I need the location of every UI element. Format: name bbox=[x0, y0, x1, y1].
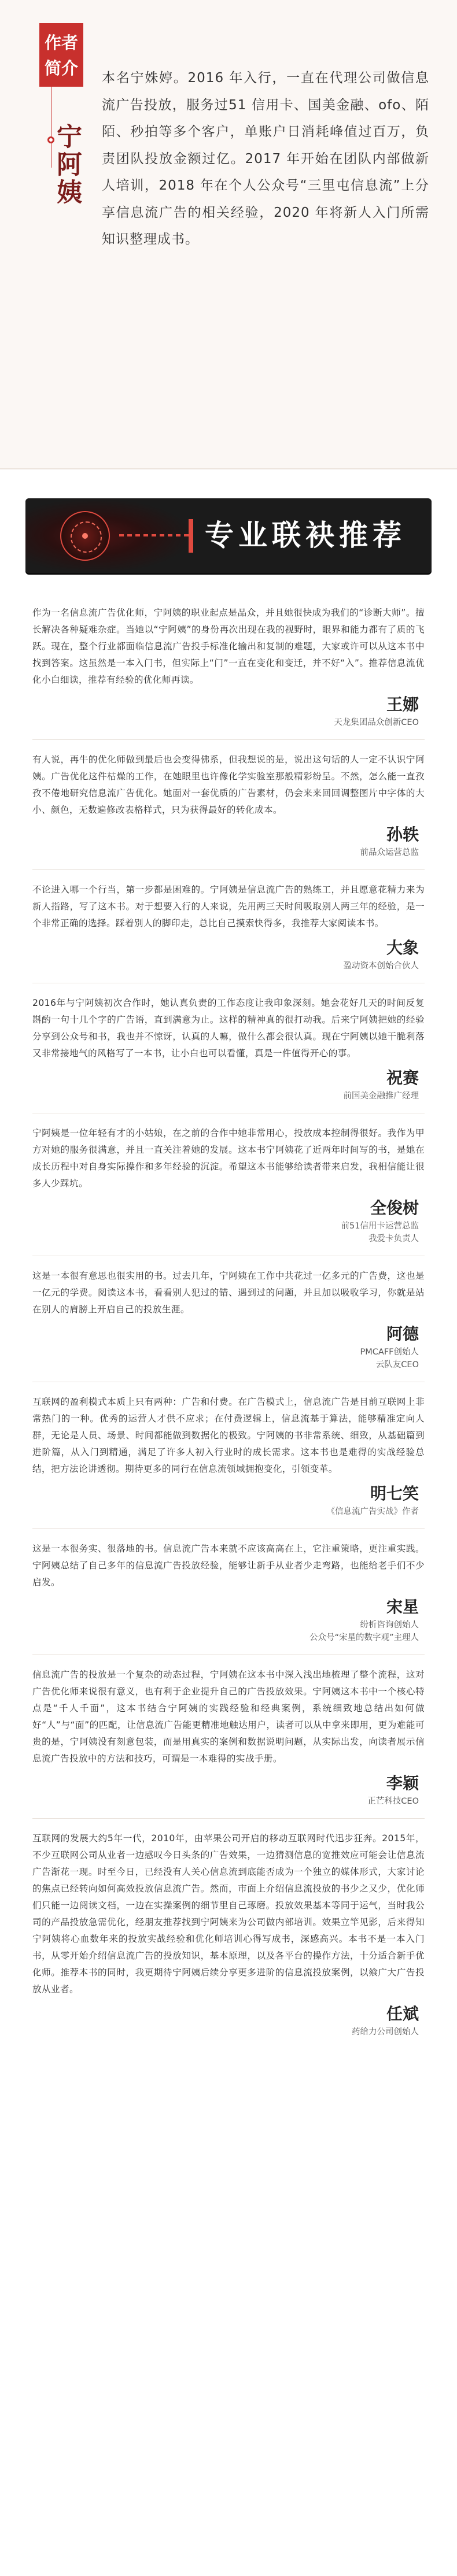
testimonial-item bbox=[32, 605, 425, 740]
testimonial-author-role: 《信息流广告实战》作者 bbox=[326, 1507, 419, 1516]
testimonial-signature bbox=[32, 937, 425, 972]
banner-dotted-line bbox=[119, 534, 189, 536]
testimonial-text: 不论进入哪一个行当，第一步都是困难的。宁阿姨是信息流广告的熟练工，并且愿意花精力来为新人指路，写了这本书。对于想要入行的人来说，先用两三天时间吸取别人两三年的经验，是一个非常正确的选择。踩着别人的脚印走，总比自己摸索快得多，我推荐大家阅读本书。 bbox=[32, 884, 425, 928]
testimonial-signature bbox=[32, 2003, 425, 2038]
testimonial-item bbox=[32, 752, 425, 870]
testimonial-author-name: 李颖 bbox=[386, 1774, 419, 1793]
testimonial-text: 有人说，再牛的优化师做到最后也会变得佛系，但我想说的是，说出这句话的人一定不认识宁阿姨。广告优化这件枯燥的工作，在她眼里也许像化学实验室那般精彩纷呈。不然，怎么能一直孜孜不倦地研究信息流广告优化。她面对一套优质的广告素材，仍会来来回回调整图片中字体的大小、颜色，无数遍修改表格样式，只为获得最好的转化成本。 bbox=[32, 754, 425, 815]
testimonial-text: 互联网的盈利模式本质上只有两种：广告和付费。在广告模式上，信息流广告是目前互联网上非常热门的一种。优秀的运营人才供不应求；在付费逻辑上，信息流基于算法，能够精准定向人群，无论是人员、场景、时间都能做到数据化的极致。宁阿姨的书非常系统、细致，从基础篇到进阶篇，从入门到精通，满足了许多人初入行业时的成长需求。这本书也是难得的实战经验总结，把方法论讲透彻。期待更多的同行在信息流领域拥抱变化，引领变革。 bbox=[32, 1397, 425, 1474]
testimonial-author-role: 药给力公司创始人 bbox=[352, 2027, 419, 2037]
recommendation-banner bbox=[0, 496, 457, 594]
testimonial-text: 作为一名信息流广告优化师，宁阿姨的职业起点是品众，并且她很快成为我们的“诊断大师”。擅长解决各种疑难杂症。当她以“宁阿姨”的身份再次出现在我的视野时，眼界和能力都有了质的飞跃。现在，整个行业都面临信息流广告投手标准化输出和复制的难题，大家或许可以从这本书中找到答案。这虽然是一本入门书，但实际上“门”一直在变化和变迁，并不好“入”。推荐信息流优化小白细读，推荐有经验的优化师再读。 bbox=[32, 608, 425, 685]
testimonial-author-role: PMCAFF创始人 云队友CEO bbox=[360, 1348, 419, 1370]
testimonial-item bbox=[32, 1830, 425, 2038]
banner-accent-bar bbox=[189, 519, 193, 553]
testimonial-signature bbox=[32, 1067, 425, 1102]
testimonial-signature bbox=[32, 1482, 425, 1518]
author-card bbox=[0, 0, 457, 469]
testimonial-text: 信息流广告的投放是一个复杂的动态过程，宁阿姨在这本书中深入浅出地梳理了整个流程，这对广告优化师来说很有意义，也有利于企业提升自己的广告投放效果。宁阿姨这本书中一个核心特点是“千人千面”，这本书结合宁阿姨的实践经验和经典案例，系统细致地总结出如何做好“人”与“面”的匹配，让信息流广告能更精准地触达用户，读者可以从中拿来即用，更为难能可贵的是，宁阿姨没有刻意包装，而是用真实的案例和数据说明问题，从实际出发，向读者展示信息流广告投放中的方法和技巧，可谓是一本难得的实战手册。 bbox=[32, 1670, 425, 1764]
testimonials-list bbox=[0, 594, 457, 2073]
testimonial-text: 宁阿姨是一位年轻有才的小姑娘，在之前的合作中她非常用心，投放成本控制得很好。我作为甲方对她的服务很满意，并且一直关注着她的发展。这本书宁阿姨花了近两年时间写的书，是她在成长历程中对自身实际操作和多年经验的沉淀。希望这本书能够给读者带来启发，我相信能让很多人少踩坑。 bbox=[32, 1128, 425, 1189]
testimonial-text: 互联网的发展大约5年一代，2010年，由苹果公司开启的移动互联网时代迅步狂奔。2015年，不少互联网公司从业者一边感叹今日头条的广告效果，一边猜测信息的宽推效应可能会让信息流广告渐花一现。时至今日，已经没有人关心信息流到底能否成为一个独立的媒体形式，大家讨论的焦点已经转向如何高效投放信息流广告。然而，市面上介绍信息流投放的书少之又少，优化师们只能一边阅读文档，一边在实操案例的细节里自己琢磨。投放效果基本等同于运气，当时我公司的产品投放急需优化，经朋友推荐找到宁阿姨来为公司做内部培训。效果立竿见影，后来得知宁阿姨将心血数年来的投放实战经验和优化师培训心得写成书，深感高兴。本书不是一本入门书，从零开始介绍信息流广告的投放知识，基本原理，以及各平台的操作方法，十分适合新手优化师。推荐本书的同时，我更期待宁阿姨后续分享更多进阶的信息流投放案例，以飨广大广告投放从业者。 bbox=[32, 1833, 425, 1994]
testimonial-author-role: 天龙集团品众创新CEO bbox=[334, 718, 419, 727]
testimonial-item bbox=[32, 1268, 425, 1382]
testimonial-author-name: 明七笑 bbox=[370, 1484, 419, 1503]
testimonial-signature bbox=[32, 1596, 425, 1644]
author-badge bbox=[39, 23, 83, 87]
testimonial-item bbox=[32, 995, 425, 1113]
testimonial-signature bbox=[32, 1772, 425, 1808]
testimonial-signature bbox=[32, 1197, 425, 1245]
banner-title: 专业联袂推荐 bbox=[205, 519, 406, 552]
testimonial-item bbox=[32, 1125, 425, 1256]
testimonial-divider bbox=[32, 1528, 425, 1529]
testimonial-author-name: 孙轶 bbox=[386, 825, 419, 844]
author-bio: 本名宁姝婷。2016 年入行，一直在代理公司做信息流广告投放，服务过51 信用卡、国美金融、ofo、陌陌、秒拍等多个客户，单账户日消耗峰值过百万，负责团队投放金额过亿。2017 年开始在团队内部做新人培训，2018 年在个人公众号“三里屯信息流”上分享信息流广告的相关经验，2020 年将新人入门所需知识整理成书。 bbox=[102, 71, 429, 247]
testimonial-author-role: 前品众运营总监 bbox=[360, 848, 419, 857]
testimonial-signature bbox=[32, 823, 425, 859]
testimonial-item bbox=[32, 1667, 425, 1819]
testimonial-text: 这是一本很有意思也很实用的书。过去几年，宁阿姨在工作中共花过一亿多元的广告费，这也是一亿元的学费。阅读这本书，看看别人犯过的错、遇到过的问题，并且加以吸收学习，你就是站在别人的肩膀上开启自己的投放生涯。 bbox=[32, 1271, 425, 1315]
testimonial-divider bbox=[32, 1818, 425, 1819]
testimonial-author-name: 全俊树 bbox=[370, 1198, 419, 1217]
testimonial-signature bbox=[32, 1323, 425, 1371]
testimonial-author-role: 盈动资本创始合伙人 bbox=[343, 961, 419, 971]
testimonial-item bbox=[32, 1541, 425, 1655]
testimonial-item bbox=[32, 1394, 425, 1529]
testimonial-divider bbox=[32, 739, 425, 740]
target-emblem-icon bbox=[60, 511, 110, 561]
author-badge-line1: 作者 bbox=[44, 33, 78, 53]
testimonial-author-role: 纷析咨询创始人 公众号“宋星的数字观”主理人 bbox=[309, 1620, 419, 1642]
testimonial-text: 2016年与宁阿姨初次合作时，她认真负责的工作态度让我印象深刻。她会花好几天的时间反复斟酌一句十几个字的广告语，直到满意为止。这样的精神真的很打动我。后来宁阿姨把她的经验分享到公众号和书，我也并不惊讶，认真的人嘛，做什么都会很认真。现在宁阿姨以她干脆利落又非常接地气的风格写了一本书，让小白也可以看懂，真是一件值得开心的事。 bbox=[32, 998, 425, 1058]
author-badge-line2: 简介 bbox=[44, 58, 78, 78]
testimonial-author-name: 任斌 bbox=[386, 2004, 419, 2023]
author-name: 宁阿姨 bbox=[52, 123, 82, 206]
testimonial-item bbox=[32, 882, 425, 983]
testimonial-text: 这是一本很务实、很落地的书。信息流广告本来就不应该高高在上，它注重策略，更注重实践。宁阿姨总结了自己多年的信息流广告投放经验，能够让新手从业者少走弯路，也能给老手们不少启发。 bbox=[32, 1544, 425, 1587]
banner-box bbox=[25, 498, 432, 573]
testimonial-author-name: 大象 bbox=[386, 938, 419, 957]
testimonial-author-name: 宋星 bbox=[386, 1597, 419, 1616]
testimonial-author-role: 正芒科技CEO bbox=[367, 1797, 419, 1806]
testimonial-author-name: 王娜 bbox=[386, 695, 419, 714]
testimonial-author-name: 阿德 bbox=[386, 1324, 419, 1343]
testimonial-divider bbox=[32, 869, 425, 870]
testimonial-author-role: 前国美金融推广经理 bbox=[343, 1091, 419, 1101]
testimonial-author-name: 祝赛 bbox=[386, 1068, 419, 1087]
testimonial-signature bbox=[32, 693, 425, 729]
testimonial-author-role: 前51信用卡运营总监 我爱卡负责人 bbox=[341, 1222, 419, 1243]
